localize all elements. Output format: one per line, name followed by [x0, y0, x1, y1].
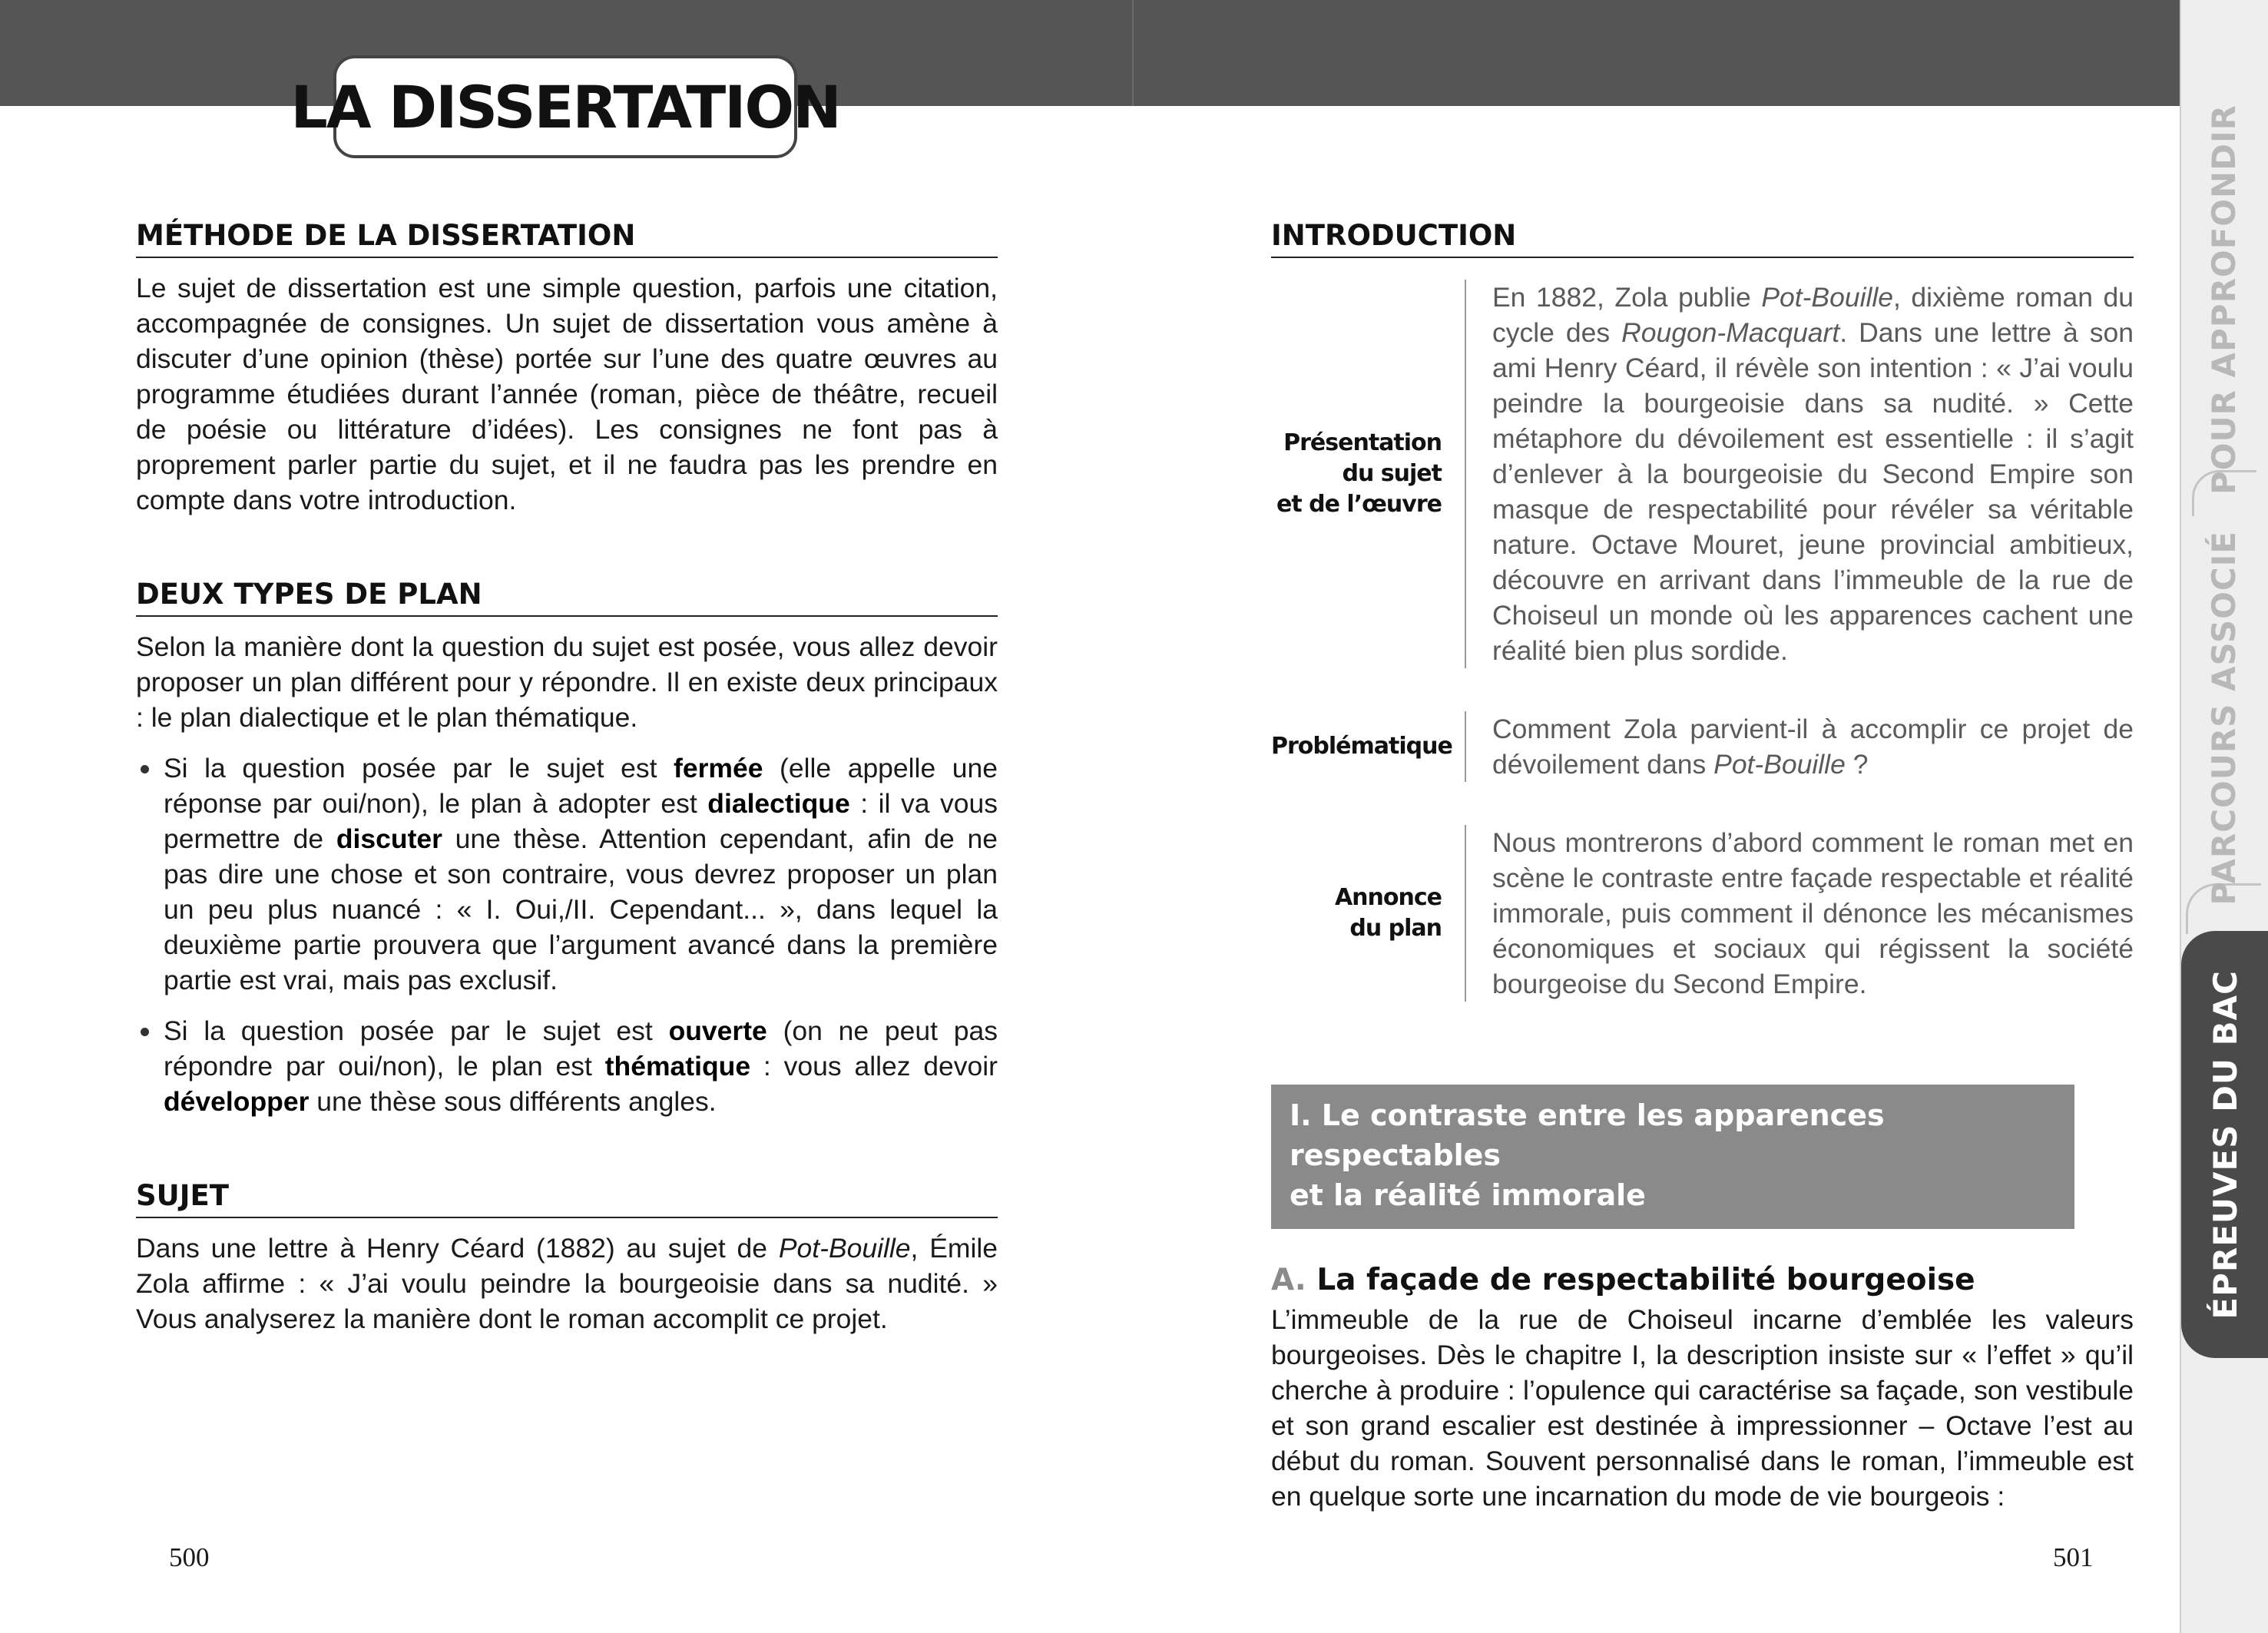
- tab-pour-approfondir[interactable]: POUR APPROFONDIR: [2205, 104, 2243, 495]
- page-number-right: 501: [2053, 1542, 2094, 1572]
- part-one-heading: I. Le contraste entre les apparences respectables et la réalité immorale: [1271, 1085, 2074, 1229]
- plans-list: [136, 750, 998, 1119]
- sujet-heading: SUJET: [136, 1179, 998, 1218]
- subsection-a-heading: A. La façade de respectabilité bourgeoise: [1271, 1263, 1975, 1297]
- intro-problematique: [1271, 711, 2134, 782]
- chapter-title: LA DISSERTATION: [333, 55, 797, 158]
- left-page: [136, 219, 998, 1337]
- tab-epreuves-du-bac[interactable]: ÉPREUVES DU BAC: [2181, 931, 2268, 1358]
- sujet-text: Dans une lettre à Henry Céard (1882) au sujet de Pot-Bouille, Émile Zola affirme : « J’ai voulu peindre la bourgeoisie dans sa nudité. » Vous analyserez la manière dont le roman accomplit ce projet.: [136, 1233, 998, 1334]
- methode-heading: MÉTHODE DE LA DISSERTATION: [136, 219, 998, 258]
- tab-parcours-associe[interactable]: PARCOURS ASSOCIÉ: [2205, 531, 2243, 906]
- page-spine: [1132, 0, 1134, 106]
- body-text: L’immeuble de la rue de Choiseul incarne d’emblée les valeurs bourgeoises. Dès le chapitre I, la description insiste sur « l’effet » qu’il cherche à produire : l’opulence qui caractérise sa façade, son vestibule et son grand escalier est destinée à impressionner – Octave l’est au début du roman. Souvent personnalisé dans le roman, l’immeuble est en quelque sorte une incarnation du mode de vie bourgeois :: [1271, 1304, 2134, 1512]
- list-item: Si la question posée par le sujet est ouverte (on ne peut pas répondre par oui/non), le plan est thématique : vous allez devoir développer une thèse sous différents angles.: [136, 1013, 998, 1119]
- plans-heading: DEUX TYPES DE PLAN: [136, 578, 998, 617]
- annonce-label: Annonce du plan: [1334, 884, 1442, 942]
- problematique-text: Comment Zola parvient-il à accomplir ce projet de dévoilement dans Pot-Bouille ?: [1465, 711, 2134, 782]
- presentation-text: En 1882, Zola publie Pot-Bouille, dixième roman du cycle des Rougon-Macquart. Dans une lettre à son ami Henry Céard, il révèle son intention : « J’ai voulu peindre la bourgeoisie dans sa nudité. » Cette métaphore du dévoilement est essentielle : il s’agit d’enlever à la bourgeoisie du Second Empire son masque de respectabilité pour révéler sa véritable nature. Octave Mouret, jeune provincial ambitieux, découvre en arrivant dans l’immeuble de la rue de Choiseul un monde où les apparences cachent une réalité bien plus sordide.: [1465, 280, 2134, 668]
- intro-presentation: [1271, 280, 2134, 668]
- list-item: Si la question posée par le sujet est fermée (elle appelle une réponse par oui/non), le plan à adopter est dialectique : il va vous permettre de discuter une thèse. Attention cependant, afin de ne pas dire une chose et son contraire, vous devrez proposer un plan un peu plus nuancé : « I. Oui,/II. Cependant... », dans lequel la deuxième partie prouvera que l’argument avancé dans la première partie est vrai, mais pas exclusif.: [136, 750, 998, 998]
- methode-text: Le sujet de dissertation est une simple question, parfois une citation, accompagnée de consignes. Un sujet de dissertation vous amène à discuter d’une opinion (thèse) portée sur l’une des quatre œuvres au programme étudiées durant l’année (roman, pièce de théâtre, recueil de poésie ou littérature d’idées). Les consignes ne font pas à proprement parler partie du sujet, et il ne faudra pas les prendre en compte dans votre introduction.: [136, 273, 998, 515]
- presentation-label: Présentation du sujet et de l’œuvre: [1276, 429, 1442, 518]
- page-number-left: 500: [169, 1542, 210, 1572]
- right-page: [1271, 219, 2134, 1514]
- problematique-label: Problématique: [1271, 733, 1452, 760]
- intro-annonce: [1271, 825, 2134, 1002]
- introduction-heading: INTRODUCTION: [1271, 219, 2134, 258]
- plans-intro: Selon la manière dont la question du sujet est posée, vous allez devoir proposer un plan différent pour y répondre. Il en existe deux principaux : le plan dialectique et le plan thématique.: [136, 631, 998, 733]
- annonce-text: Nous montrerons d’abord comment le roman met en scène le contraste entre façade respectable et réalité immorale, puis comment il dénonce les mécanismes économiques et sociaux qui régissent la société bourgeoise du Second Empire.: [1465, 825, 2134, 1002]
